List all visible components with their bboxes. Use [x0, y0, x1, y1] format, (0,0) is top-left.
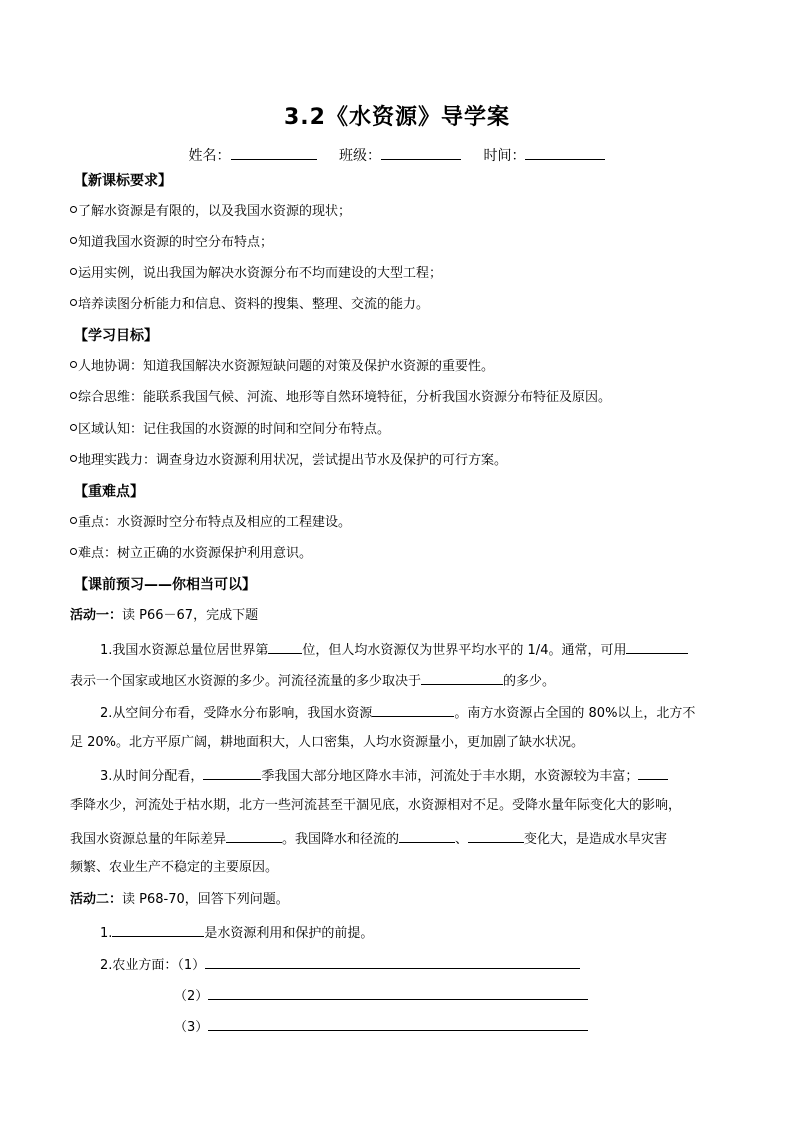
question-text: 位，但人均水资源仅为世界平均水平的 1/4。通常，可用: [302, 643, 627, 658]
answer-blank[interactable]: [372, 702, 454, 717]
question-text: 2.农业方面：（1）: [100, 958, 206, 973]
activity-two-label: 活动二：: [70, 892, 123, 907]
answer-blank[interactable]: [205, 954, 580, 969]
answer-blank[interactable]: [468, 828, 524, 843]
question-line: [174, 985, 734, 1006]
name-blank[interactable]: [231, 145, 317, 160]
question-text: 3.从时间分配看，: [100, 769, 204, 784]
activity-one-label: 活动一：: [70, 608, 123, 623]
list-item: 区域认知：记住我国的水资源的时间和空间分布特点。: [70, 421, 734, 439]
time-label: 时间：: [483, 148, 526, 164]
question-text: 季我国大部分地区降水丰沛，河流处于丰水期，水资源较为丰富；: [261, 769, 639, 784]
question-line: [100, 954, 734, 975]
activity-one-heading: [70, 607, 734, 625]
question-text: 、: [455, 832, 469, 847]
question-text: 的多少。: [503, 674, 556, 689]
answer-blank[interactable]: [226, 828, 282, 843]
answer-blank[interactable]: [203, 765, 261, 780]
question-text: 。南方水资源占全国的 80%以上，北方不: [454, 706, 696, 721]
answer-blank[interactable]: [208, 1016, 588, 1031]
question-text: （3）: [174, 1020, 209, 1035]
activity-two-heading: [70, 891, 734, 909]
question-line: 频繁、农业生产不稳定的主要原因。: [70, 860, 279, 875]
list-item: 难点：树立正确的水资源保护利用意识。: [70, 545, 734, 563]
answer-blank[interactable]: [638, 765, 668, 780]
list-item: 培养读图分析能力和信息、资料的搜集、整理、交流的能力。: [70, 296, 734, 314]
name-label: 姓名：: [188, 148, 231, 164]
question-text: 1.: [100, 926, 113, 941]
list-item: 运用实例，说出我国为解决水资源分布不均而建设的大型工程；: [70, 265, 734, 283]
question-line: [70, 828, 734, 849]
section-heading-curriculum: 【新课标要求】: [74, 173, 172, 189]
list-item: 了解水资源是有限的，以及我国水资源的现状；: [70, 203, 734, 221]
question-line: 季降水少，河流处于枯水期，北方一些河流甚至干涸见底，水资源相对不足。受降水量年际变化大的影响，: [70, 798, 682, 813]
question-text: 变化大，是造成水旱灾害: [524, 832, 668, 847]
question-text: 表示一个国家或地区水资源的多少。河流径流量的多少取决于: [70, 674, 422, 689]
question-line: [100, 639, 734, 660]
answer-blank[interactable]: [268, 639, 302, 654]
answer-blank[interactable]: [421, 670, 503, 685]
answer-blank[interactable]: [626, 639, 688, 654]
question-line: [100, 765, 734, 786]
list-item: 重点：水资源时空分布特点及相应的工程建设。: [70, 514, 734, 532]
question-text: 我国水资源总量的年际差异: [70, 832, 227, 847]
question-line: 足 20%。北方平原广阔，耕地面积大，人口密集，人均水资源量小，更加剧了缺水状况。: [70, 735, 585, 750]
class-blank[interactable]: [381, 145, 461, 160]
question-text: 是水资源利用和保护的前提。: [204, 926, 374, 941]
question-text: 1.我国水资源总量位居世界第: [100, 643, 269, 658]
section-heading-key-points: 【重难点】: [74, 484, 144, 500]
list-item: 知道我国水资源的时空分布特点；: [70, 234, 734, 252]
list-item: 人地协调：知道我国解决水资源短缺问题的对策及保护水资源的重要性。: [70, 358, 734, 376]
answer-blank[interactable]: [399, 828, 455, 843]
page-title: 3.2《水资源》导学案: [284, 105, 510, 130]
question-line: [70, 670, 734, 691]
question-line: [100, 702, 734, 723]
activity-one-text: 读 P66－67，完成下题: [122, 608, 259, 623]
section-heading-goals: 【学习目标】: [74, 328, 158, 344]
activity-two-text: 读 P68-70，回答下列问题。: [122, 892, 289, 907]
question-text: 。我国降水和径流的: [282, 832, 400, 847]
time-blank[interactable]: [525, 145, 605, 160]
question-line: [174, 1016, 734, 1037]
list-item: 地理实践力：调查身边水资源利用状况，尝试提出节水及保护的可行方案。: [70, 452, 734, 470]
question-text: （2）: [174, 989, 209, 1004]
class-label: 班级：: [339, 148, 381, 164]
answer-blank[interactable]: [208, 985, 588, 1000]
question-text: 2.从空间分布看，受降水分布影响，我国水资源: [100, 706, 373, 721]
section-heading-preview: 【课前预习——你相当可以】: [74, 577, 256, 593]
student-info-row: [0, 145, 794, 165]
list-item: 综合思维：能联系我国气候、河流、地形等自然环境特征，分析我国水资源分布特征及原因。: [70, 389, 734, 407]
question-line: [100, 922, 734, 943]
answer-blank[interactable]: [112, 922, 204, 937]
